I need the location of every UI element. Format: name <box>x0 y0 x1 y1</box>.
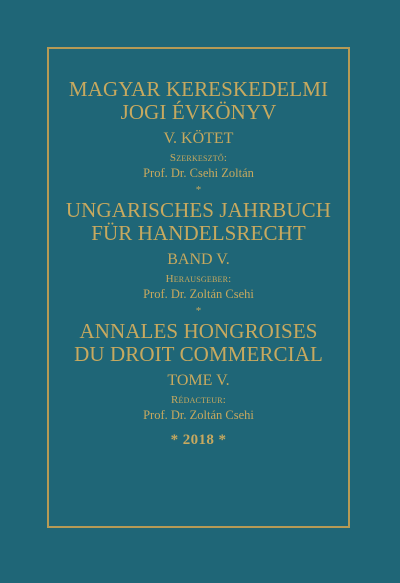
french-editor-role: Rédacteur: <box>170 394 227 406</box>
french-title-line2: DU DROIT COMMERCIAL <box>74 342 323 366</box>
german-volume: BAND V. <box>167 251 230 268</box>
german-section <box>49 199 348 302</box>
cover-content <box>49 78 348 449</box>
french-title-line1: ANNALES HONGROISES <box>79 319 318 343</box>
hungarian-title-line2: JOGI ÉVKÖNYV <box>120 100 277 124</box>
hungarian-editor-role: Szerkesztő: <box>169 152 228 164</box>
separator-asterisk-1: * <box>195 184 202 196</box>
hungarian-volume: V. KÖTET <box>163 130 234 147</box>
german-title-line1: UNGARISCHES JAHRBUCH <box>65 198 332 222</box>
hungarian-title-line1: MAGYAR KERESKEDELMI <box>68 77 329 101</box>
publication-year: * 2018 * <box>170 432 227 448</box>
german-title-line2: FÜR HANDELSRECHT <box>91 221 306 245</box>
german-editor-role: Herausgeber: <box>165 273 232 285</box>
hungarian-section <box>49 78 348 181</box>
french-editor-name: Prof. Dr. Zoltán Csehi <box>143 408 254 422</box>
separator-asterisk-2: * <box>195 305 202 317</box>
german-editor-name: Prof. Dr. Zoltán Csehi <box>143 287 254 301</box>
hungarian-editor-name: Prof. Dr. Csehi Zoltán <box>143 166 254 180</box>
french-section <box>49 320 348 423</box>
french-volume: TOME V. <box>167 372 230 389</box>
